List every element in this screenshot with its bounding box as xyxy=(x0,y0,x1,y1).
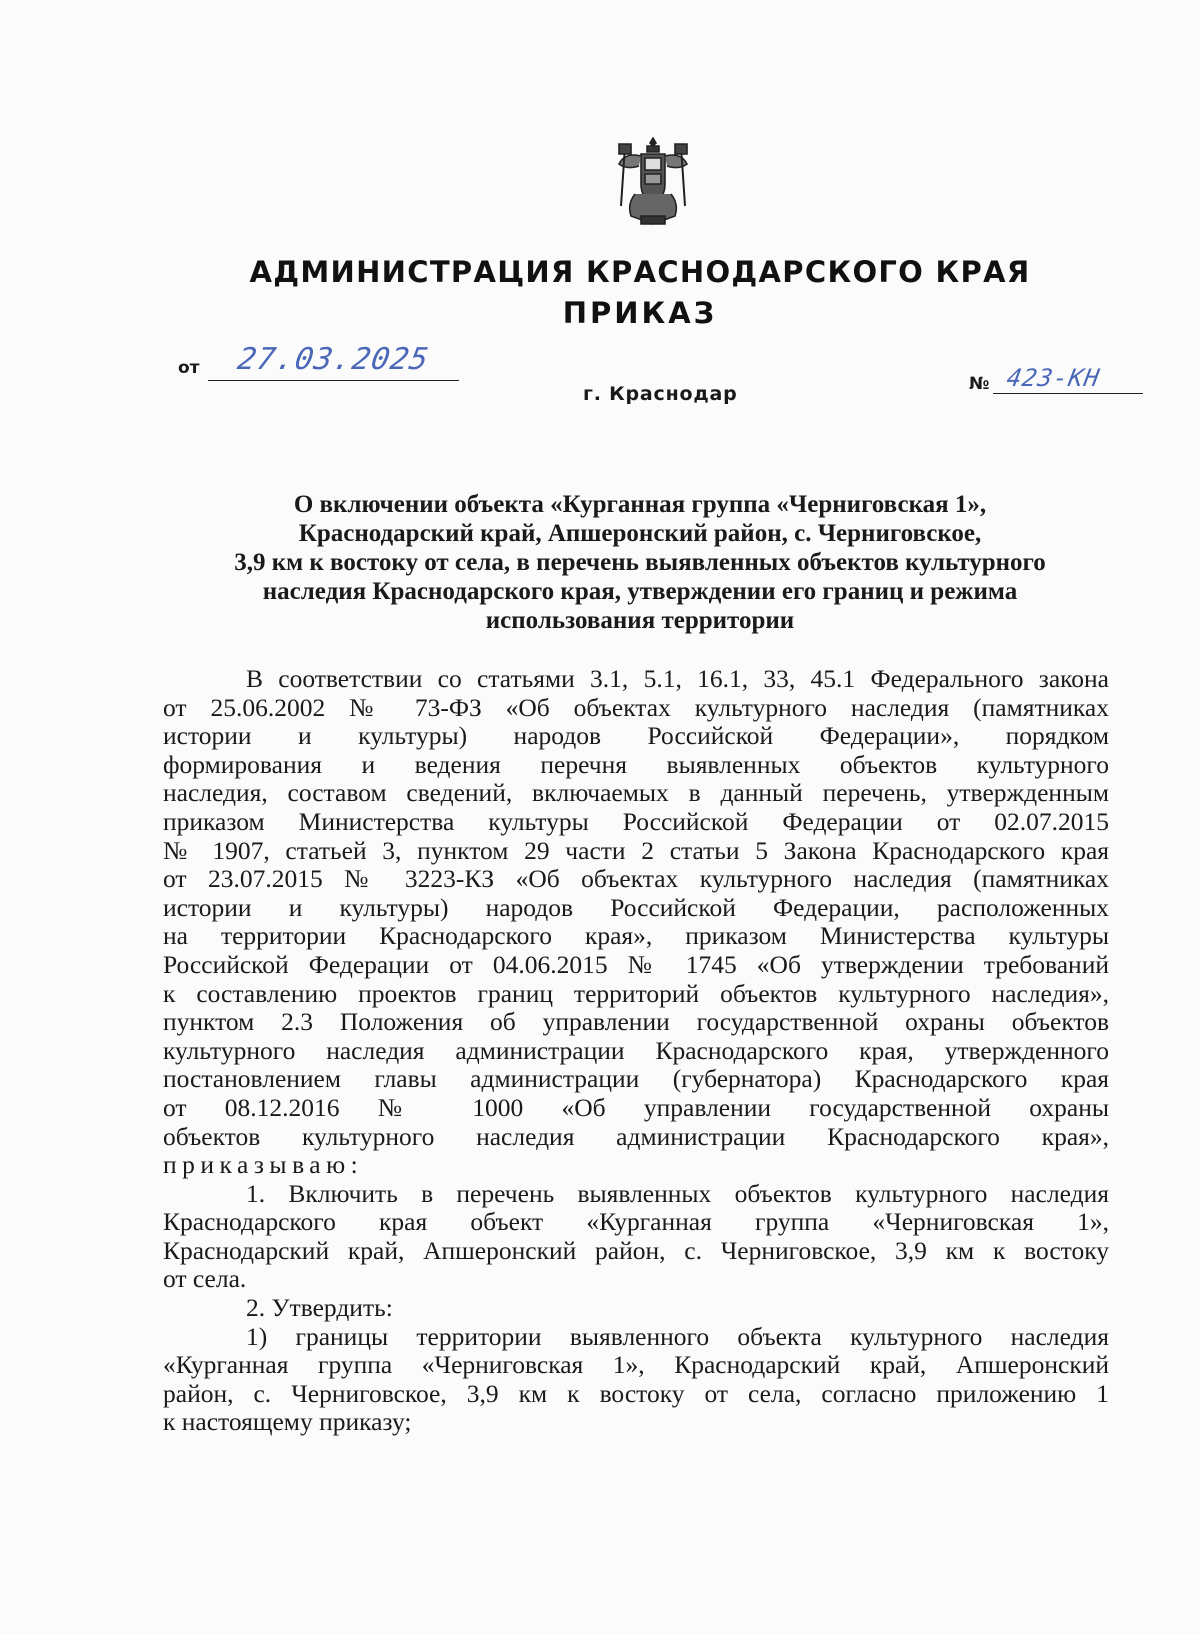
body-line: на территории Краснодарского края», приказом Министерства культуры xyxy=(163,921,1109,951)
number-label: № xyxy=(969,374,990,394)
body-line: В соответствии со статьями 3.1, 5.1, 16.1, 33, 45.1 Федерального закона xyxy=(246,664,1109,693)
body-line: культурного наследия администрации Краснодарского края, утвержденного xyxy=(163,1035,1109,1065)
document-body xyxy=(163,665,1109,1437)
date-value-handwritten: 27.03.2025 xyxy=(234,342,432,377)
body-line: от 08.12.2016 № 1000 «Об управлении государственной охраны xyxy=(163,1092,1109,1122)
subject-line: Краснодарский край, Апшеронский район, с. Черниговское, xyxy=(298,520,982,547)
document-type: ПРИКАЗ xyxy=(562,296,718,330)
body-line: 1) границы территории выявленного объекта культурного наследия xyxy=(246,1321,1109,1351)
document-subject xyxy=(150,490,1130,635)
body-line: Краснодарского края объект «Курганная группа «Черниговская 1», xyxy=(163,1207,1109,1237)
body-line: от села. xyxy=(163,1264,247,1294)
body-line: от 25.06.2002 № 73-ФЗ «Об объектах культурного наследия (памятниках xyxy=(163,692,1109,722)
number-underline xyxy=(993,393,1143,394)
body-line: приказом Министерства культуры Российской Федерации от 02.07.2015 xyxy=(163,806,1109,836)
body-line: «Курганная группа «Черниговская 1», Краснодарский край, Апшеронский xyxy=(163,1350,1109,1380)
body-line: район, с. Черниговское, 3,9 км к востоку от села, согласно приложению 1 xyxy=(163,1378,1109,1408)
body-line: от 23.07.2015 № 3223-КЗ «Об объектах культурного наследия (памятниках xyxy=(163,864,1109,894)
subject-line: наследия Краснодарского края, утверждении его границ и режима xyxy=(262,578,1018,605)
body-line: Краснодарский край, Апшеронский район, с. Черниговское, 3,9 км к востоку xyxy=(163,1235,1109,1265)
body-line: объектов культурного наследия администрации Краснодарского края», xyxy=(163,1121,1109,1151)
subject-line: использования территории xyxy=(485,607,795,634)
body-line: истории и культуры) народов Российской Федерации, расположенных xyxy=(163,892,1109,922)
body-line: к настоящему приказу; xyxy=(163,1407,412,1437)
subject-line: О включении объекта «Курганная группа «Черниговская 1», xyxy=(293,491,987,518)
body-line: постановлением главы администрации (губернатора) Краснодарского края xyxy=(163,1064,1109,1094)
body-line: 2. Утвердить: xyxy=(246,1293,393,1323)
body-line: № 1907, статьей 3, пунктом 29 части 2 статьи 5 Закона Краснодарского края xyxy=(163,835,1109,865)
number-value-handwritten: 423-КН xyxy=(1004,364,1103,392)
body-line: формирования и ведения перечня выявленных объектов культурного xyxy=(163,749,1109,779)
organization-title: АДМИНИСТРАЦИЯ КРАСНОДАРСКОГО КРАЯ xyxy=(249,255,1031,289)
body-line: пунктом 2.3 Положения об управлении государственной охраны объектов xyxy=(163,1007,1109,1037)
city-label: г. Краснодар xyxy=(583,383,738,405)
coat-of-arms-emblem xyxy=(611,134,695,230)
date-underline xyxy=(208,380,459,381)
date-label: от xyxy=(178,358,200,378)
body-line: наследия, составом сведений, включаемых в данный перечень, утвержденным xyxy=(163,778,1109,808)
subject-line: 3,9 км к востоку от села, в перечень выявленных объектов культурного xyxy=(234,549,1046,576)
body-line-order-word: приказываю: xyxy=(163,1150,364,1180)
body-line: Российской Федерации от 04.06.2015 № 1745 «Об утверждении требований xyxy=(163,949,1109,979)
body-line: 1. Включить в перечень выявленных объектов культурного наследия xyxy=(246,1178,1109,1208)
body-line: истории и культуры) народов Российской Федерации», порядком xyxy=(163,721,1109,751)
body-line: к составлению проектов границ территорий объектов культурного наследия», xyxy=(163,978,1109,1008)
